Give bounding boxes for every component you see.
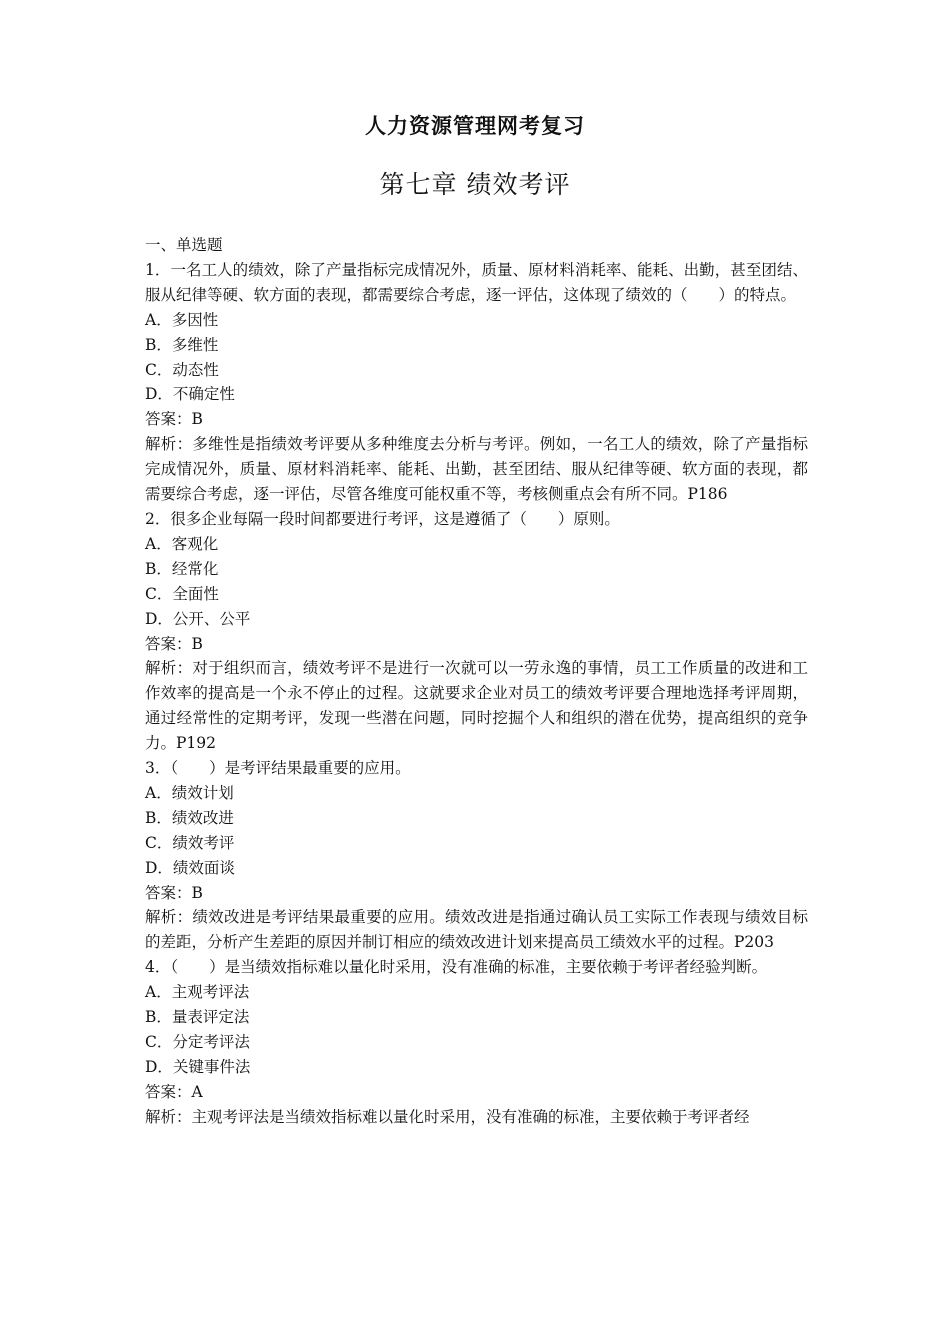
- question-4: [145, 955, 808, 1129]
- question-stem: 3．（ ）是考评结果最重要的应用。: [145, 759, 411, 778]
- question-3: [145, 756, 808, 955]
- option-d: D．不确定性: [145, 385, 235, 404]
- answer: 答案：B: [145, 883, 203, 902]
- option-b: B．经常化: [145, 559, 219, 578]
- option-b: B．量表评定法: [145, 1008, 250, 1027]
- option-d: D．绩效面谈: [145, 858, 235, 877]
- question-stem: 1．一名工人的绩效，除了产量指标完成情况外，质量、原材料消耗率、能耗、出勤，甚至团结、服从纪律等硬、软方面的表现，都需要综合考虑，逐一评估，这体现了绩效的（ ）的特点。: [145, 260, 808, 304]
- question-stem: 2．很多企业每隔一段时间都要进行考评，这是遵循了（ ）原则。: [145, 509, 620, 528]
- option-c: C．分定考评法: [145, 1033, 250, 1051]
- analysis: 解析：对于组织而言，绩效考评不是进行一次就可以一劳永逸的事情，员工工作质量的改进和工作效率的提高是一个永不停止的过程。这就要求企业对员工的绩效考评要合理地选择考评周期，通过经常性的定期考评，发现一些潜在问题，同时挖掘个人和组织的潜在优势，提高组织的竞争力。P192: [145, 659, 808, 753]
- question-2: [145, 507, 808, 756]
- option-c: C．绩效考评: [145, 833, 235, 852]
- document-body: [145, 233, 808, 1130]
- section-heading: 一、单选题: [145, 236, 223, 254]
- option-a: A．客观化: [145, 534, 219, 553]
- option-c: C．全面性: [145, 584, 219, 603]
- answer: 答案：B: [145, 634, 203, 653]
- chapter-title: 第七章 绩效考评: [379, 170, 571, 199]
- option-a: A．主观考评法: [145, 983, 250, 1002]
- analysis: 解析：绩效改进是考评结果最重要的应用。绩效改进是指通过确认员工实际工作表现与绩效目标的差距，分析产生差距的原因并制订相应的绩效改进计划来提高员工绩效水平的过程。P203: [145, 908, 808, 952]
- option-d: D．关键事件法: [145, 1057, 251, 1076]
- option-d: D．公开、公平: [145, 609, 251, 628]
- option-a: A．绩效计划: [145, 783, 234, 802]
- answer: 答案：B: [145, 410, 203, 429]
- analysis: 解析：主观考评法是当绩效指标难以量化时采用，没有准确的标准，主要依赖于考评者经: [145, 1107, 750, 1126]
- option-b: B．多维性: [145, 335, 219, 354]
- option-b: B．绩效改进: [145, 808, 234, 827]
- answer: 答案：A: [145, 1082, 203, 1101]
- analysis: 解析：多维性是指绩效考评要从多种维度去分析与考评。例如，一名工人的绩效，除了产量指标完成情况外，质量、原材料消耗率、能耗、出勤，甚至团结、服从纪律等硬、软方面的表现，都需要综合考虑，逐一评估，尽管各维度可能权重不等，考核侧重点会有所不同。P186: [145, 435, 808, 504]
- question-1: [145, 258, 808, 507]
- question-stem: 4．（ ）是当绩效指标难以量化时采用，没有准确的标准，主要依赖于考评者经验判断。: [145, 958, 768, 977]
- option-c: C．动态性: [145, 360, 219, 379]
- option-a: A．多因性: [145, 310, 219, 329]
- document-title: 人力资源管理网考复习: [365, 114, 585, 138]
